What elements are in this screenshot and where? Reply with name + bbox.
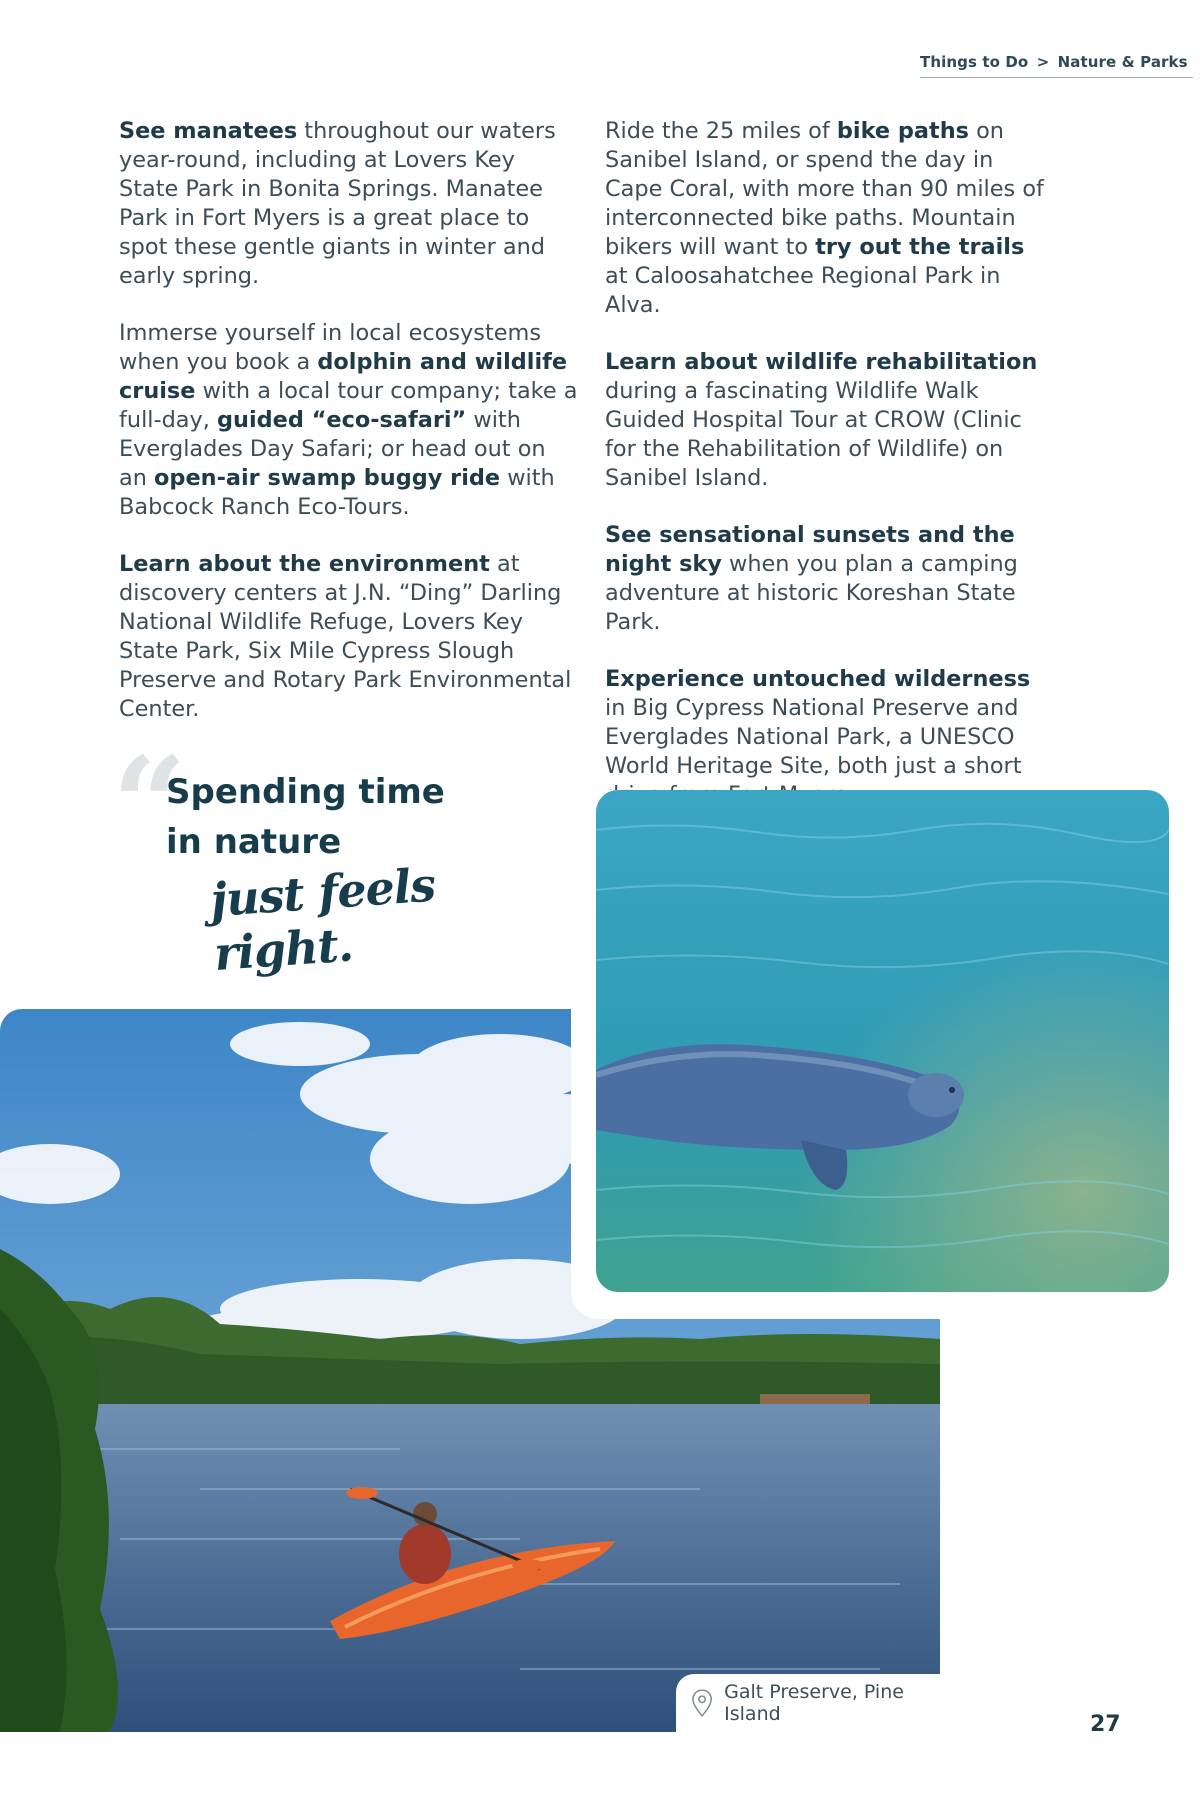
- left-text-column: [119, 117, 579, 752]
- paragraph-manatees: See manatees throughout our waters year-round, including at Lovers Key State Park in Bonita Springs. Manatee Park in Fort Myers is a great place to spot these gentle giants in winter and early spring.: [119, 118, 556, 289]
- right-text-column: [605, 117, 1050, 838]
- highlight-swamp-buggy: open-air swamp buggy ride: [154, 465, 501, 491]
- paragraph-ecosystems: Immerse yourself in local ecosystems when you book a dolphin and wildlife cruise with a local tour company; take a full-day, guided “eco-safari” with Everglades Day Safari; or head out on an open-air swamp buggy ride with Babcock Ranch Eco-Tours.: [119, 320, 578, 520]
- quote-line-2: in nature: [166, 822, 342, 862]
- breadcrumb-section: Things to Do: [920, 53, 1029, 71]
- highlight-wilderness: Experience untouched wilderness: [605, 666, 1031, 692]
- paragraph-bike-paths: Ride the 25 miles of bike paths on Sanibel Island, or spend the day in Cape Coral, with more than 90 miles of interconnected bike paths. Mountain bikers will want to try out the trails at Caloosahatchee Regional Park in Alva.: [605, 118, 1044, 318]
- highlight-sunsets: See sensational sunsets and the night sky: [605, 522, 1015, 577]
- breadcrumb-subsection: Nature & Parks: [1057, 53, 1188, 71]
- paragraph-wildlife-rehab: Learn about wildlife rehabilitation during a fascinating Wildlife Walk Guided Hospital Tour at CROW (Clinic for the Rehabilitation of Wildlife) on Sanibel Island.: [605, 349, 1038, 491]
- highlight-dolphin-cruise: dolphin and wildlife cruise: [119, 349, 568, 404]
- paragraph-sunsets: See sensational sunsets and the night sky when you plan a camping adventure at historic Koreshan State Park.: [605, 522, 1018, 635]
- highlight-see-manatees: See manatees: [119, 118, 298, 144]
- paragraph-environment: Learn about the environment at discovery centers at J.N. “Ding” Darling National Wildlife Refuge, Lovers Key State Park, Six Mile Cypress Slough Preserve and Rotary Park Environmental Center.: [119, 551, 572, 722]
- photo-caption: [676, 1674, 946, 1732]
- manatee-photo-frame: [575, 790, 1177, 1305]
- quote-script-line: just feels right.: [208, 857, 437, 982]
- breadcrumb: [920, 53, 1193, 78]
- highlight-learn-environment: Learn about the environment: [119, 551, 490, 577]
- breadcrumb-separator: >: [1036, 53, 1050, 71]
- highlight-wildlife-rehab: Learn about wildlife rehabilitation: [605, 349, 1038, 375]
- pull-quote: [112, 728, 532, 982]
- page-number: 27: [1090, 1712, 1121, 1737]
- highlight-eco-safari: guided “eco-safari”: [217, 407, 467, 433]
- quote-line-1: Spending time: [166, 772, 445, 812]
- caption-text: Galt Preserve, Pine Island: [724, 1681, 904, 1725]
- manatee-photo: [596, 790, 1169, 1292]
- paragraph-wilderness: Experience untouched wilderness in Big Cypress National Preserve and Everglades National Park, a UNESCO World Heritage Site, both just a short: [605, 666, 1031, 779]
- location-pin-icon: [692, 1688, 712, 1718]
- highlight-trails: try out the trails: [815, 234, 1025, 260]
- quote-mark-icon: “: [112, 728, 187, 881]
- highlight-bike-paths: bike paths: [836, 118, 969, 144]
